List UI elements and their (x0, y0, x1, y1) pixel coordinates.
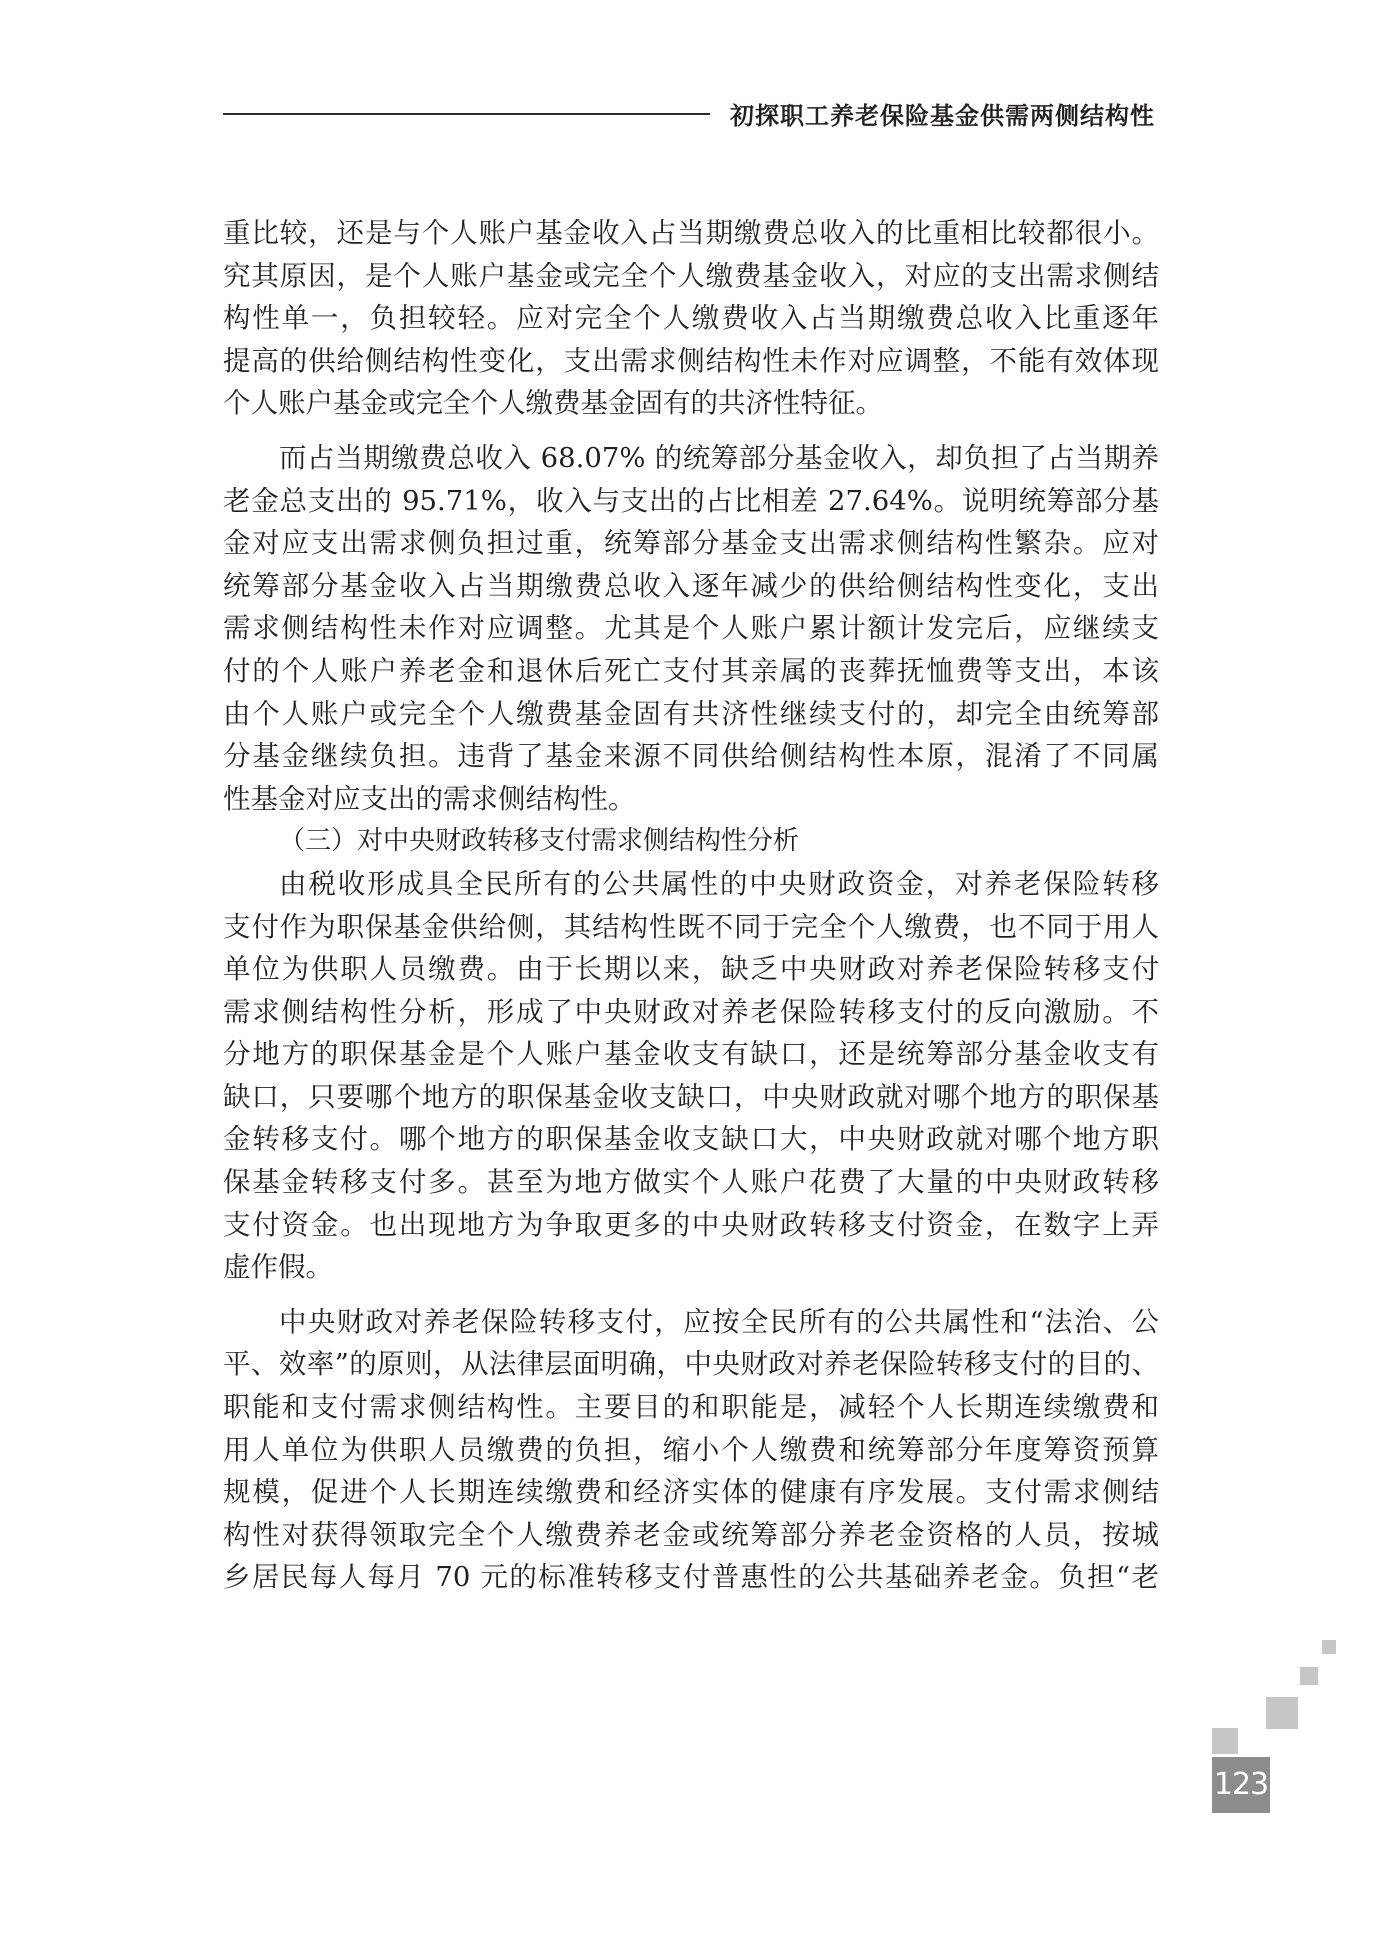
text-line: 构性对获得领取完全个人缴费养老金或统筹部分养老金资格的人员，按城 (223, 1518, 1159, 1551)
text-line: 规模，促进个人长期连续缴费和经济实体的健康有序发展。支付需求侧结 (223, 1476, 1159, 1509)
text-line: 乡居民每人每月 70 元的标准转移支付普惠性的公共基础养老金。负担“老 (223, 1561, 1159, 1594)
text-line: 付的个人账户养老金和退休后死亡支付其亲属的丧葬抚恤费等支出，本该 (223, 654, 1159, 687)
body-text (223, 212, 1159, 1599)
text-line: 究其原因，是个人账户基金或完全个人缴费基金收入，对应的支出需求侧结 (223, 259, 1159, 292)
text-line: 老金总支出的 95.71%，收入与支出的占比相差 27.64%。说明统筹部分基 (223, 484, 1159, 517)
paragraph-1 (223, 212, 1159, 425)
text-line: 缺口，只要哪个地方的职保基金收支缺口，中央财政就对哪个地方的职保基 (223, 1080, 1159, 1113)
text-line: 重比较，还是与个人账户基金收入占当期缴费总收入的比重相比较都很小。 (223, 217, 1159, 249)
paragraph-4 (223, 1301, 1159, 1599)
paragraph-3 (223, 863, 1159, 1289)
section-heading: （三）对中央财政转移支付需求侧结构性分析 (279, 826, 800, 857)
text-line: 提高的供给侧结构性变化，支出需求侧结构性未作对应调整，不能有效体现 (223, 344, 1159, 377)
text-line: 个人账户基金或完全个人缴费基金固有的共济性特征。 (223, 387, 883, 420)
running-title: 初探职工养老保险基金供需两侧结构性 (730, 102, 1155, 130)
text-line: 由税收形成具全民所有的公共属性的中央财政资金，对养老保险转移 (279, 867, 1159, 900)
text-line: 构性单一，负担较轻。应对完全个人缴费收入占当期缴费总收入比重逐年 (223, 302, 1159, 335)
text-line: 虚作假。 (223, 1251, 333, 1284)
text-line: 而占当期缴费总收入 68.07% 的统筹部分基金收入，却负担了占当期养 (279, 441, 1159, 474)
text-line: 平、效率”的原则，从法律层面明确，中央财政对养老保险转移支付的目的、 (223, 1348, 1159, 1381)
text-line: 需求侧结构性分析，形成了中央财政对养老保险转移支付的反向激励。不 (223, 995, 1159, 1028)
text-line: 用人单位为供职人员缴费的负担，缩小个人缴费和统筹部分年度筹资预算 (223, 1433, 1159, 1466)
text-line: 需求侧结构性未作对应调整。尤其是个人账户累计额计发完后，应继续支 (223, 612, 1159, 645)
text-line: 性基金对应支出的需求侧结构性。 (223, 782, 636, 815)
text-line: 金对应支出需求侧负担过重，统筹部分基金支出需求侧结构性繁杂。应对 (223, 527, 1159, 560)
text-line: 中央财政对养老保险转移支付，应按全民所有的公共属性和“法治、公 (279, 1305, 1159, 1338)
text-line: 职能和支付需求侧结构性。主要目的和职能是，减轻个人长期连续缴费和 (223, 1391, 1159, 1424)
text-line: 金转移支付。哪个地方的职保基金收支缺口大，中央财政就对哪个地方职 (223, 1123, 1159, 1156)
text-line: 单位为供职人员缴费。由于长期以来，缺乏中央财政对养老保险转移支付 (223, 953, 1159, 986)
decorative-square (1266, 1697, 1298, 1729)
paragraph-2 (223, 437, 1159, 820)
decorative-square (1300, 1667, 1318, 1685)
decorative-square (1212, 1728, 1238, 1754)
page-number: 123 (1212, 1757, 1270, 1813)
text-line: 分基金继续负担。违背了基金来源不同供给侧结构性本原，混淆了不同属 (223, 740, 1159, 773)
text-line: 支付资金。也出现地方为争取更多的中央财政转移支付资金，在数字上弄 (223, 1208, 1159, 1241)
decorative-square (1322, 1640, 1336, 1654)
header-rule (223, 113, 710, 115)
text-line: 由个人账户或完全个人缴费基金固有共济性继续支付的，却完全由统筹部 (223, 697, 1159, 730)
text-line: 支付作为职保基金供给侧，其结构性既不同于完全个人缴费，也不同于用人 (223, 910, 1159, 943)
text-line: 统筹部分基金收入占当期缴费总收入逐年减少的供给侧结构性变化，支出 (223, 569, 1159, 602)
text-line: 分地方的职保基金是个人账户基金收支有缺口，还是统筹部分基金收支有 (223, 1038, 1159, 1071)
text-line: 保基金转移支付多。甚至为地方做实个人账户花费了大量的中央财政转移 (223, 1166, 1159, 1199)
